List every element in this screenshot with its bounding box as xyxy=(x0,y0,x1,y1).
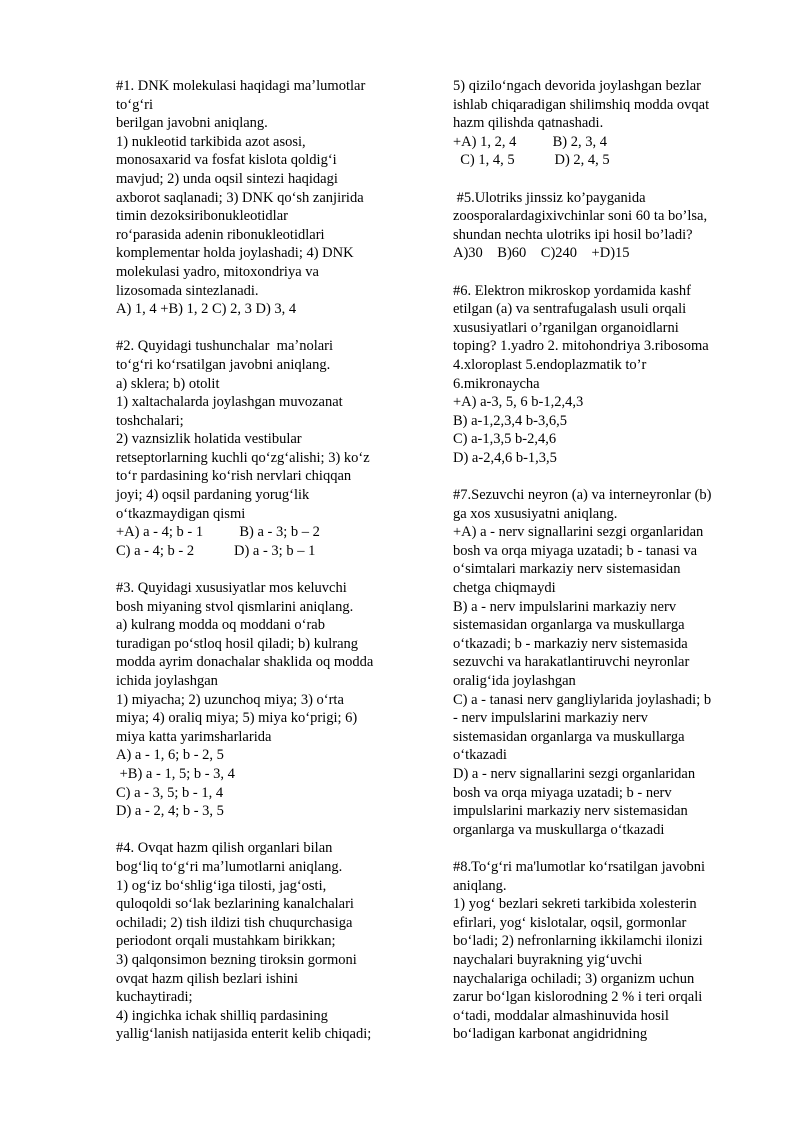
text-line: bosh miyaning stvol qismlarini aniqlang. xyxy=(116,598,354,615)
text-line: 2) vaznsizlik holatida vestibular xyxy=(116,431,302,448)
text-line: D) a - 2, 4; b - 3, 5 xyxy=(116,803,224,820)
paragraph-gap xyxy=(453,263,753,282)
text-line: axborot saqlanadi; 3) DNK qoʻsh zanjirida xyxy=(116,189,364,206)
text-line: molekulasi yadro, mitoxondriya va xyxy=(116,263,319,280)
paragraph-gap xyxy=(453,839,753,858)
text-line: +A) a-3, 5, 6 b-1,2,4,3 xyxy=(453,394,584,411)
text-line: 4) ingichka ichak shilliq pardasining xyxy=(116,1007,328,1024)
text-line: bogʻliq toʻgʻri maʼlumotlarni aniqlang. xyxy=(116,858,343,875)
text-line: chetga chiqmaydi xyxy=(453,580,556,597)
text-line: C) 1, 4, 5 D) 2, 4, 5 xyxy=(453,152,610,169)
text-line: #3. Quyidagi xususiyatlar mos keluvchi xyxy=(116,580,347,597)
text-line: monosaxarid va fosfat kislota qoldigʻi xyxy=(116,152,337,169)
text-line: berilgan javobni aniqlang. xyxy=(116,115,268,132)
text-line: etilgan (a) va sentrafugalash usuli orqali xyxy=(453,301,687,318)
text-line: hazm qilishda qatnashadi. xyxy=(453,115,604,132)
text-line: toʻr pardasining koʻrish nervlari chiqqan xyxy=(116,468,352,485)
text-line: impulslarini markaziy nerv sistemasidan xyxy=(453,803,688,820)
text-line: bosh va orqa miyaga uzatadi; b - nerv xyxy=(453,784,672,801)
text-line: aniqlang. xyxy=(453,877,507,894)
paragraph-gap xyxy=(453,170,753,189)
text-line: #4. Ovqat hazm qilish organlari bilan xyxy=(116,840,333,857)
text-line: toping? 1.yadro 2. mitohondriya 3.ribosoma xyxy=(453,338,709,355)
text-line: joyi; 4) oqsil pardaning yorugʻlik xyxy=(116,487,310,504)
text-line: boʻladi; 2) nefronlarning ikkilamchi ilonizi xyxy=(453,933,703,950)
text-line: A)30 B)60 C)240 +D)15 xyxy=(453,245,630,262)
text-line: A) a - 1, 6; b - 2, 5 xyxy=(116,747,224,764)
text-line: 6.mikronaycha xyxy=(453,375,540,392)
text-line: retseptorlarning kuchli qoʻzgʻalishi; 3) koʻz xyxy=(116,449,370,466)
text-line: oʻsimtalari markaziy nerv sistemasidan xyxy=(453,561,681,578)
text-line: sistemasidan organlarga va muskullarga xyxy=(453,617,685,634)
text-line: #2. Quyidagi tushunchalar maʼnolari xyxy=(116,338,334,355)
text-line: efirlari, yogʻ kislotalar, oqsil, gormonlar xyxy=(453,914,687,931)
text-line: bosh va orqa miyaga uzatadi; b - tanasi va xyxy=(453,542,698,559)
text-line: +A) a - nerv signallarini sezgi organlaridan xyxy=(453,524,704,541)
text-line: 1) xaltachalarda joylashgan muvozanat xyxy=(116,394,343,411)
text-line: #1. DNK molekulasi haqidagi maʼlumotlar xyxy=(116,78,366,94)
text-line: naychalari buyrakning yigʻuvchi xyxy=(453,951,643,968)
text-line: #5.Ulotriks jinssiz ko’payganida xyxy=(453,189,646,206)
text-line: 3) qalqonsimon bezning tiroksin gormoni xyxy=(116,951,357,968)
text-line: ga xos xususiyatni aniqlang. xyxy=(453,505,618,522)
text-line: ovqat hazm qilish bezlari ishini xyxy=(116,970,299,987)
text-line: sezuvchi va harakatlantiruvchi neyronlar xyxy=(453,654,690,671)
text-line: 1) nukleotid tarkibida azot asosi, xyxy=(116,133,306,150)
text-line: lizosomada sintezlanadi. xyxy=(116,282,259,299)
text-line: sistemasidan organlarga va muskullarga xyxy=(453,728,685,745)
text-line: 1) yogʻ bezlari sekreti tarkibida xolesterin xyxy=(453,896,697,913)
text-line: oraligʻida joylashgan xyxy=(453,673,576,689)
text-line: a) kulrang modda oq moddani oʻrab xyxy=(116,617,325,634)
paragraph-gap xyxy=(116,319,416,338)
text-line: quloqoldi soʻlak bezlarining kanalchalari xyxy=(116,896,354,913)
text-line: yalligʻlanish natijasida enterit kelib chiqadi; xyxy=(116,1026,372,1043)
text-line: oʻtadi, moddalar almashinuvida hosil xyxy=(453,1007,669,1024)
text-line: oʻtkazmaydigan qismi xyxy=(116,505,246,522)
text-line: xususiyatlari o’rganilgan organoidlarni xyxy=(453,319,679,336)
text-line: C) a - 3, 5; b - 1, 4 xyxy=(116,784,224,801)
text-line: ochiladi; 2) tish ildizi tish chuqurchasiga xyxy=(116,914,353,931)
text-line: shundan nechta ulotriks ipi hosil bo’ladi? xyxy=(453,226,693,243)
text-line: timin dezoksiribonukleotidlar xyxy=(116,208,288,225)
paragraph-gap xyxy=(453,467,753,486)
text-line: miya katta yarimsharlarida xyxy=(116,728,272,745)
text-line: 5) qiziloʻngach devorida joylashgan bezlar xyxy=(453,78,702,94)
text-line: C) a - 4; b - 2 D) a - 3; b – 1 xyxy=(116,542,316,559)
text-line: C) a-1,3,5 b-2,4,6 xyxy=(453,431,557,448)
text-line: periodont orqali mustahkam birikkan; xyxy=(116,933,336,950)
text-line: #8.Toʻgʻri ma'lumotlar koʻrsatilgan javobni xyxy=(453,858,706,875)
text-line: oʻtkazadi; b - markaziy nerv sistemasida xyxy=(453,635,688,652)
text-line: organlarga va muskullarga oʻtkazadi xyxy=(453,821,665,838)
text-line: +B) a - 1, 5; b - 3, 4 xyxy=(116,765,235,782)
text-line: mavjud; 2) unda oqsil sintezi haqidagi xyxy=(116,170,338,187)
text-line: #7.Sezuvchi neyron (a) va interneyronlar (b) xyxy=(453,487,712,504)
text-line: kuchaytiradi; xyxy=(116,989,193,1006)
text-line: D) a - nerv signallarini sezgi organlaridan xyxy=(453,765,696,782)
text-line: +A) 1, 2, 4 B) 2, 3, 4 xyxy=(453,133,607,150)
text-line: 4.xloroplast 5.endoplazmatik to’r xyxy=(453,356,647,373)
text-line: toʻgʻri xyxy=(116,96,154,113)
text-line: miya; 4) oraliq miya; 5) miya koʻprigi; 6) xyxy=(116,710,358,727)
text-line: turadigan poʻstloq hosil qiladi; b) kulrang xyxy=(116,635,359,652)
text-line: modda ayrim donachalar shaklida oq modda xyxy=(116,654,374,671)
text-line: 1) miyacha; 2) uzunchoq miya; 3) oʻrta xyxy=(116,691,344,708)
text-line: boʻladigan karbonat angidridning xyxy=(453,1026,648,1043)
text-line: komplementar holda joylashadi; 4) DNK xyxy=(116,245,354,262)
text-line: D) a-2,4,6 b-1,3,5 xyxy=(453,449,557,466)
text-line: roʻparasida adenin ribonukleotidlari xyxy=(116,226,325,243)
text-line: C) a - tanasi nerv gangliylarida joylashadi; b xyxy=(453,691,712,708)
text-line: zarur boʻlgan kislorodning 2 % i teri orqali xyxy=(453,989,703,1006)
text-line: a) sklera; b) otolit xyxy=(116,375,220,392)
text-line: 1) ogʻiz boʻshligʻiga tilosti, jagʻosti, xyxy=(116,877,327,894)
text-line: - nerv impulslarini markaziy nerv xyxy=(453,710,648,727)
text-line: naychalariga ochiladi; 3) organizm uchun xyxy=(453,970,695,987)
text-line: toshchalari; xyxy=(116,412,184,429)
text-line: oʻtkazadi xyxy=(453,747,507,764)
text-line: ishlab chiqaradigan shilimshiq modda ovqat xyxy=(453,96,710,113)
paragraph-gap xyxy=(116,821,416,840)
text-line: ichida joylashgan xyxy=(116,673,218,689)
text-line: toʻgʻri koʻrsatilgan javobni aniqlang. xyxy=(116,356,331,373)
text-line: zoosporalardagixivchinlar soni 60 ta bo’lsa, xyxy=(453,208,708,225)
text-line: A) 1, 4 +B) 1, 2 C) 2, 3 D) 3, 4 xyxy=(116,301,297,318)
text-line: B) a-1,2,3,4 b-3,6,5 xyxy=(453,412,567,429)
text-line: #6. Elektron mikroskop yordamida kashf xyxy=(453,282,691,299)
left-column xyxy=(116,77,416,1044)
paragraph-gap xyxy=(116,560,416,579)
right-column xyxy=(453,77,753,1044)
text-line: B) a - nerv impulslarini markaziy nerv xyxy=(453,598,677,615)
text-line: +A) a - 4; b - 1 B) a - 3; b – 2 xyxy=(116,524,320,541)
